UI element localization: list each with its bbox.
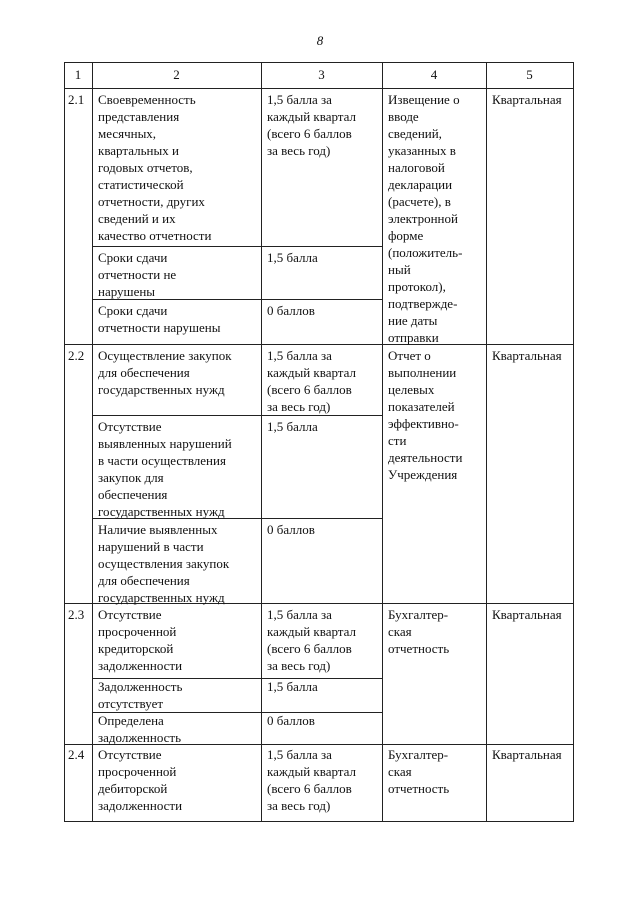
score-value: 1,5 балла [267,419,318,434]
section-number: 2.1 [68,92,85,107]
data-source-text: Извещение о вводе сведений, указанных в налоговой декларации (расчете), в электронной форме (положитель- ный протокол), подтвержде- ние даты отправки [388,92,463,345]
criterion-text: Своевременность представления месячных, квартальных и годовых отчетов, статистической отчетности, других сведений и их качество отчетности [98,92,212,243]
column-header: 5 [526,67,533,82]
criterion-text: Задолженность отсутствует [98,679,183,711]
score-value: 1,5 балла за каждый квартал (всего 6 баллов за весь год) [267,607,357,673]
criterion-text: Наличие выявленных нарушений в части осуществления закупок для обеспечения государственных нужд [98,522,230,605]
periodicity-text: Квартальная [492,747,562,762]
criterion-text: Сроки сдачи отчетности нарушены [98,303,221,335]
column-header: 2 [173,67,180,82]
periodicity-text: Квартальная [492,607,562,622]
column-header: 1 [74,67,82,82]
criterion-text: Отсутствие выявленных нарушений в части осуществления закупок для обеспечения государственных нужд [98,419,232,519]
section-number: 2.3 [68,607,85,622]
column-header: 4 [430,67,438,82]
section-number: 2.2 [68,348,85,363]
periodicity-text: Квартальная [492,348,562,363]
data-source-text: Бухгалтер- ская отчетность [388,747,450,796]
criterion-text: Определена задолженность [98,713,182,745]
criterion-text: Сроки сдачи отчетности не нарушены [98,250,177,299]
data-source-text: Отчет о выполнении целевых показателей эффективно- сти деятельности Учреждения [388,348,463,482]
criterion-text: Осуществление закупок для обеспечения государственных нужд [98,348,232,397]
score-value: 1,5 балла [267,250,318,265]
page-number: 8 [316,33,324,48]
score-value: 0 баллов [267,713,315,728]
criterion-text: Отсутствие просроченной кредиторской задолженности [98,607,183,673]
score-value: 1,5 балла за каждый квартал (всего 6 баллов за весь год) [267,348,357,414]
score-value: 0 баллов [267,303,315,318]
periodicity-text: Квартальная [492,92,562,107]
section-number: 2.4 [68,747,85,762]
criterion-text: Отсутствие просроченной дебиторской задолженности [98,747,183,813]
score-value: 1,5 балла за каждый квартал (всего 6 баллов за весь год) [267,747,357,813]
data-source-text: Бухгалтер- ская отчетность [388,607,450,656]
criteria-table [64,62,574,822]
score-value: 0 баллов [267,522,315,537]
column-header: 3 [318,67,325,82]
score-value: 1,5 балла [267,679,318,694]
score-value: 1,5 балла за каждый квартал (всего 6 баллов за весь год) [267,92,357,158]
